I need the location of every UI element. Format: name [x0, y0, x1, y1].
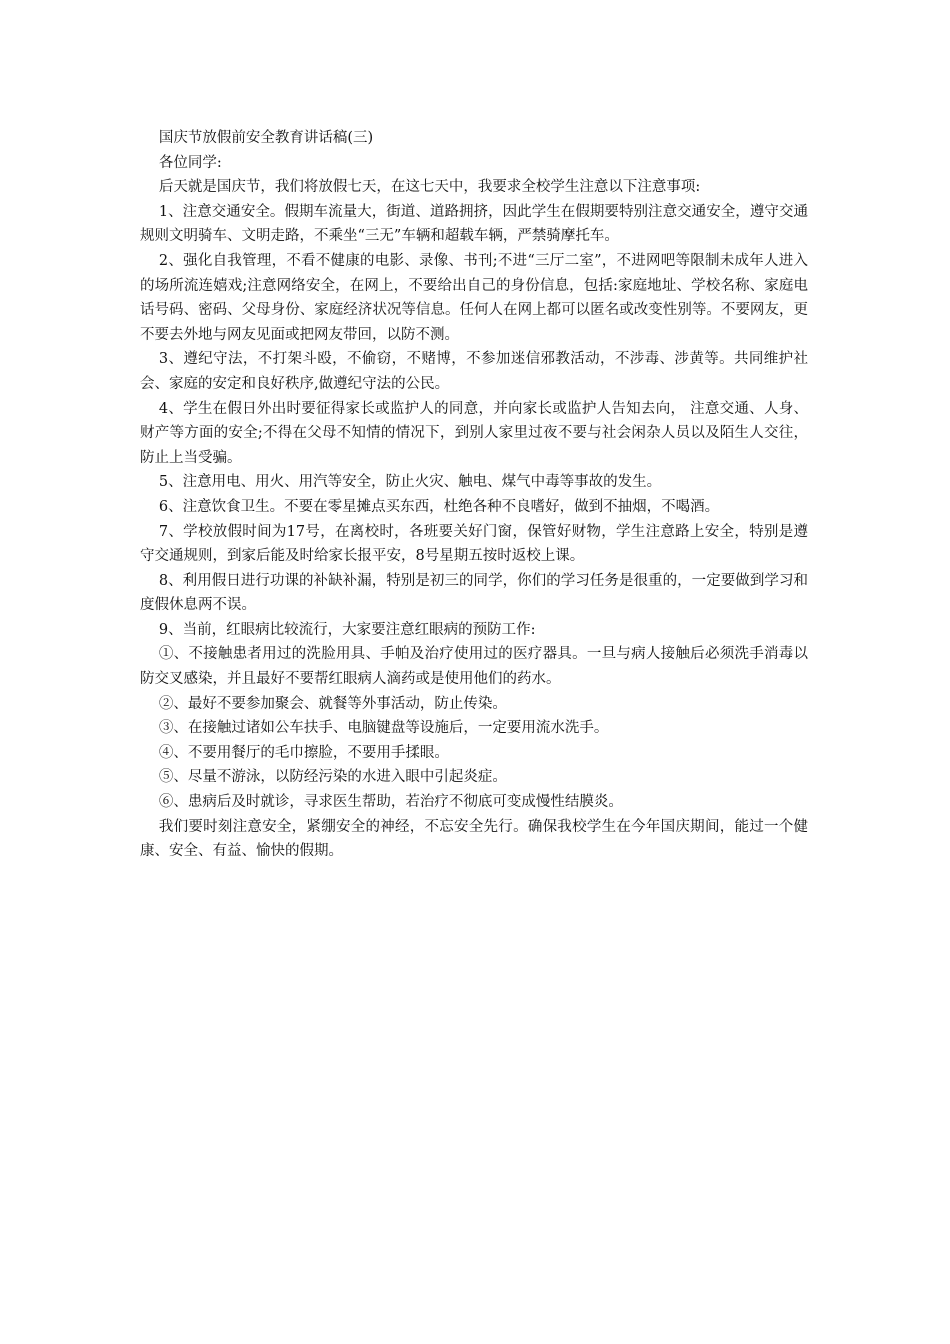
sub-item-5: ⑤、尽量不游泳，以防经污染的水进入眼中引起炎症。 [158, 769, 507, 786]
sub-item-4: ④、不要用餐厅的毛巾擦脸，不要用手揉眼。 [158, 744, 449, 761]
document-title: 国庆节放假前安全教育讲话稿(三) [158, 130, 374, 146]
document-body [140, 126, 808, 864]
paragraph-item-4: 4、学生在假日外出时要征得家长或监护人的同意，并向家长或监护人告知去向， 注意交通、人身、财产等方面的安全;不得在父母不知情的情况下，到别人家里过夜不要与社会闲杂人员以及陌生人交往，防止上当受骗。 [140, 400, 808, 466]
paragraph-item-6: 6、注意饮食卫生。不要在零星摊点买东西，杜绝各种不良嗜好，做到不抽烟，不喝酒。 [158, 498, 720, 515]
sub-item-2: ②、最好不要参加聚会、就餐等外事活动，防止传染。 [158, 695, 507, 712]
paragraph-closing: 我们要时刻注意安全，紧绷安全的神经，不忘安全先行。确保我校学生在今年国庆期间，能过一个健康、安全、有益、愉快的假期。 [140, 818, 808, 860]
paragraph-item-2: 2、强化自我管理，不看不健康的电影、录像、书刊;不进“三厅二室”，不进网吧等限制未成年人进入的场所流连嬉戏;注意网络安全，在网上，不要给出自己的身份信息，包括:家庭地址、学校名称、家庭电话号码、密码、父母身份、家庭经济状况等信息。任何人在网上都可以匿名或改变性别等。不要网友，更不要去外地与网友见面或把网友带回，以防不测。 [140, 252, 808, 343]
sub-item-3: ③、在接触过诸如公车扶手、电脑键盘等设施后，一定要用流水洗手。 [158, 720, 609, 737]
paragraph-item-3: 3、遵纪守法，不打架斗殴，不偷窃，不赌博，不参加迷信邪教活动，不涉毒、涉黄等。共同维护社会、家庭的安定和良好秩序,做遵纪守法的公民。 [140, 351, 808, 392]
paragraph-item-9: 9、当前，红眼病比较流行，大家要注意红眼病的预防工作: [158, 621, 536, 638]
sub-item-6: ⑥、患病后及时就诊，寻求医生帮助，若治疗不彻底可变成慢性结膜炎。 [158, 794, 623, 811]
paragraph-item-1: 1、注意交通安全。假期车流量大，街道、道路拥挤，因此学生在假期要特别注意交通安全，遵守交通规则文明骑车、文明走路，不乘坐“三无”车辆和超载车辆，严禁骑摩托车。 [140, 203, 808, 245]
paragraph-intro: 后天就是国庆节，我们将放假七天，在这七天中，我要求全校学生注意以下注意事项: [158, 179, 701, 196]
paragraph-item-7: 7、学校放假时间为17号，在离校时，各班要关好门窗，保管好财物，学生注意路上安全，特别是遵守交通规则，到家后能及时给家长报平安，8号星期五按时返校上课。 [140, 523, 808, 565]
greeting: 各位同学: [158, 154, 222, 171]
paragraph-item-5: 5、注意用电、用火、用汽等安全，防止火灾、触电、煤气中毒等事故的发生。 [158, 474, 662, 491]
paragraph-item-8: 8、利用假日进行功课的补缺补漏，特别是初三的同学，你们的学习任务是很重的，一定要做到学习和度假休息两不误。 [140, 572, 808, 614]
sub-item-1: ①、不接触患者用过的洗脸用具、手帕及治疗使用过的医疗器具。一旦与病人接触后必须洗手消毒以防交叉感染，并且最好不要帮红眼病人滴药或是使用他们的药水。 [140, 646, 808, 688]
